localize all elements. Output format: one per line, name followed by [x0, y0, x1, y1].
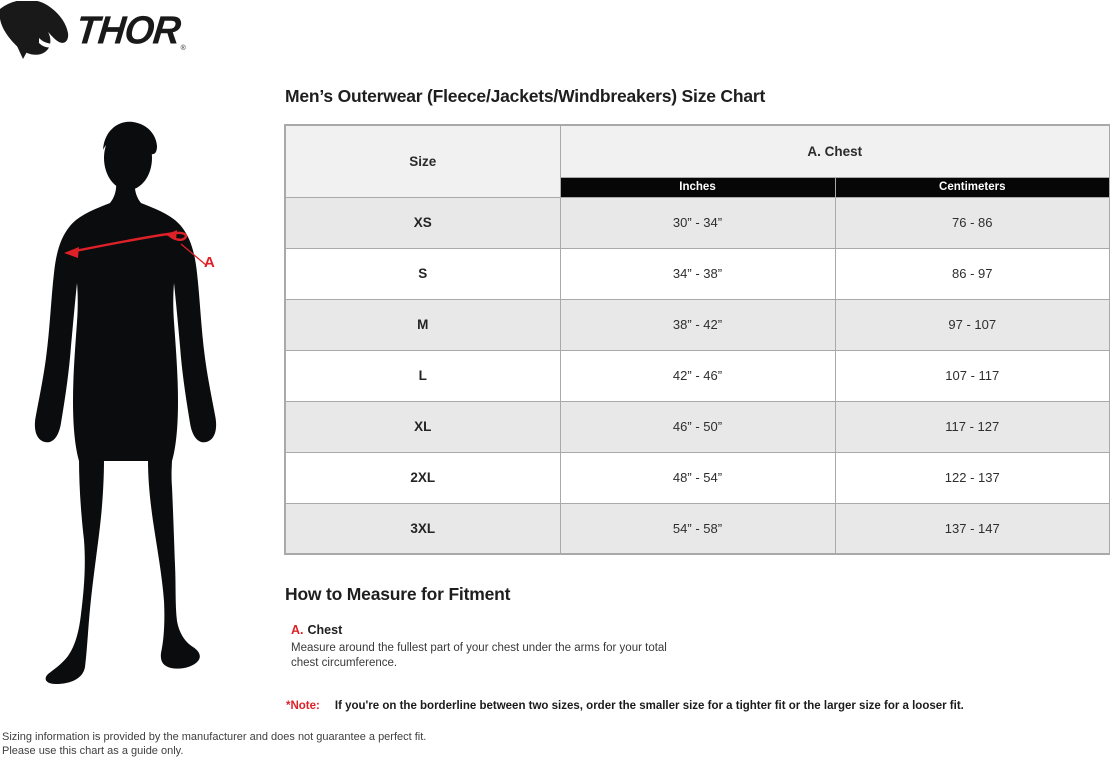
centimeters-value: 137 - 147 — [835, 503, 1110, 554]
male-silhouette-figure — [0, 118, 240, 690]
note-label: *Note: — [286, 700, 320, 712]
size-label: XS — [285, 197, 560, 248]
table-row-m — [285, 299, 1110, 350]
size-label: S — [285, 248, 560, 299]
table-row-s — [285, 248, 1110, 299]
measure-item-name: Chest — [307, 623, 343, 637]
inches-value: 30” - 34” — [560, 197, 835, 248]
note-text: If you're on the borderline between two sizes, order the smaller size for a tighter fit or the larger size for a looser fit. — [334, 700, 964, 712]
centimeters-value: 122 - 137 — [835, 452, 1110, 503]
disclaimer-line-1: Sizing information is provided by the manufacturer and does not guarantee a perfect fit. — [2, 731, 427, 743]
size-label: 3XL — [285, 503, 560, 554]
size-chart-table — [284, 124, 1110, 555]
size-label: XL — [285, 401, 560, 452]
table-header-row — [285, 125, 1110, 177]
table-row-3xl — [285, 503, 1110, 554]
inches-value: 42” - 46” — [560, 350, 835, 401]
inches-value: 48” - 54” — [560, 452, 835, 503]
column-header-centimeters: Centimeters — [835, 177, 1110, 197]
size-label: M — [285, 299, 560, 350]
size-label: L — [285, 350, 560, 401]
goat-head-icon — [0, 1, 74, 61]
size-label: 2XL — [285, 452, 560, 503]
inches-value: 54” - 58” — [560, 503, 835, 554]
column-header-inches: Inches — [560, 177, 835, 197]
table-row-2xl — [285, 452, 1110, 503]
disclaimer-line-2: Please use this chart as a guide only. — [2, 744, 184, 757]
centimeters-value: 107 - 117 — [835, 350, 1110, 401]
disclaimer — [2, 731, 426, 758]
inches-value: 46” - 50” — [560, 401, 835, 452]
inches-value: 34” - 38” — [560, 248, 835, 299]
measure-item-key: A. — [291, 623, 304, 637]
page-title: Men’s Outerwear (Fleece/Jackets/Windbreakers) Size Chart — [285, 86, 766, 106]
thor-logo — [0, 0, 186, 62]
centimeters-value: 76 - 86 — [835, 197, 1110, 248]
column-header-chest: A. Chest — [560, 125, 1110, 177]
centimeters-value: 97 - 107 — [835, 299, 1110, 350]
measure-item-chest — [291, 623, 342, 637]
table-row-xl — [285, 401, 1110, 452]
table-row-xs — [285, 197, 1110, 248]
registered-mark-icon: ® — [180, 45, 186, 52]
centimeters-value: 86 - 97 — [835, 248, 1110, 299]
measure-item-description: Measure around the fullest part of your chest under the arms for your total chest circumference. — [291, 642, 667, 669]
centimeters-value: 117 - 127 — [835, 401, 1110, 452]
inches-value: 38” - 42” — [560, 299, 835, 350]
measure-section-heading: How to Measure for Fitment — [285, 584, 511, 604]
sizing-note — [286, 700, 964, 712]
column-header-size: Size — [285, 125, 560, 197]
brand-name: THOR — [73, 9, 182, 53]
table-row-l — [285, 350, 1110, 401]
chest-measure-label: A — [204, 254, 215, 271]
